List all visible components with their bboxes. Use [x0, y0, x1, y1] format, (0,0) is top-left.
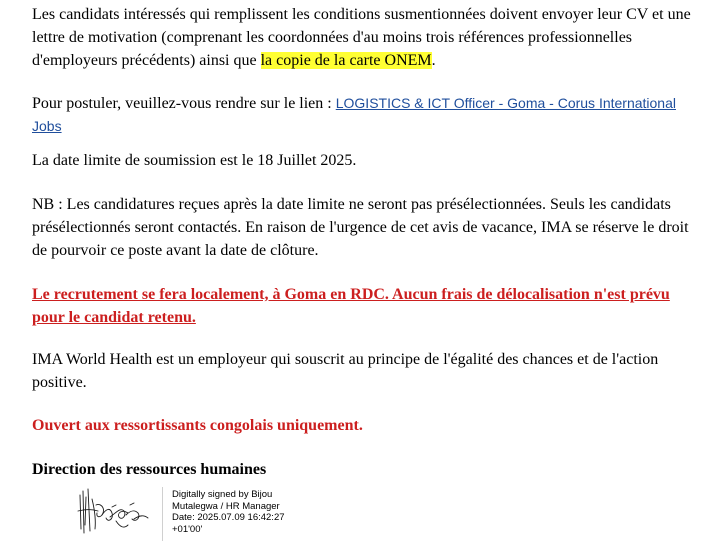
signature-line-3: Date: 2025.07.09 16:42:27: [172, 512, 285, 523]
local-recruitment-warning-text: Le recrutement se fera localement, à Goma en RDC. Aucun frais de délocalisation n'est prévu pour le candidat retenu.: [32, 286, 670, 326]
highlighted-onem-card-text: la copie de la carte ONEM: [260, 52, 432, 69]
equal-opportunity-paragraph: IMA World Health est un employeur qui souscrit au principe de l'égalité des chances et de l'action positive.: [32, 351, 659, 391]
handwritten-signature-image: [72, 485, 156, 540]
congolese-only-text: Ouvert aux ressortissants congolais uniquement.: [32, 417, 363, 434]
application-requirements-paragraph: [32, 3, 697, 72]
requirements-text: Les candidats intéressés qui remplissent les conditions susmentionnées doivent envoyer leur CV et une lettre de motivation (comprenant les coordonnées d'au moins trois références professionnelles d'employeurs précédents) ainsi que: [32, 6, 691, 69]
signature-details: [172, 489, 322, 535]
digital-signature-block[interactable]: [72, 485, 312, 543]
hr-direction-text: Direction des ressources humaines: [32, 461, 267, 478]
apply-link-paragraph: [32, 92, 697, 138]
signature-line-4: +01'00': [172, 523, 203, 535]
signature-divider: [162, 487, 163, 541]
signature-line-2: Mutalegwa / HR Manager: [172, 500, 280, 512]
congolese-only-notice: [32, 414, 697, 437]
signature-line-1: Digitally signed by Bijou: [172, 489, 273, 500]
local-recruitment-warning: [32, 283, 697, 329]
requirements-period: .: [431, 52, 436, 69]
deadline-paragraph: La date limite de soumission est le 18 Juillet 2025.: [32, 152, 357, 169]
hr-direction-title: [32, 458, 697, 481]
job-posting-link[interactable]: LOGISTICS & ICT Officer - Goma - Corus International Jobs: [32, 95, 676, 134]
nb-notice-paragraph: NB : Les candidatures reçues après la date limite ne seront pas présélectionnées. Seuls les candidats présélectionnés seront contactés. En raison de l'urgence de cet avis de vacance, IMA se réserve le droit de pourvoir ce poste avant la date de clôture.: [32, 196, 689, 259]
apply-instruction-text: Pour postuler, veuillez-vous rendre sur le lien :: [32, 95, 336, 112]
